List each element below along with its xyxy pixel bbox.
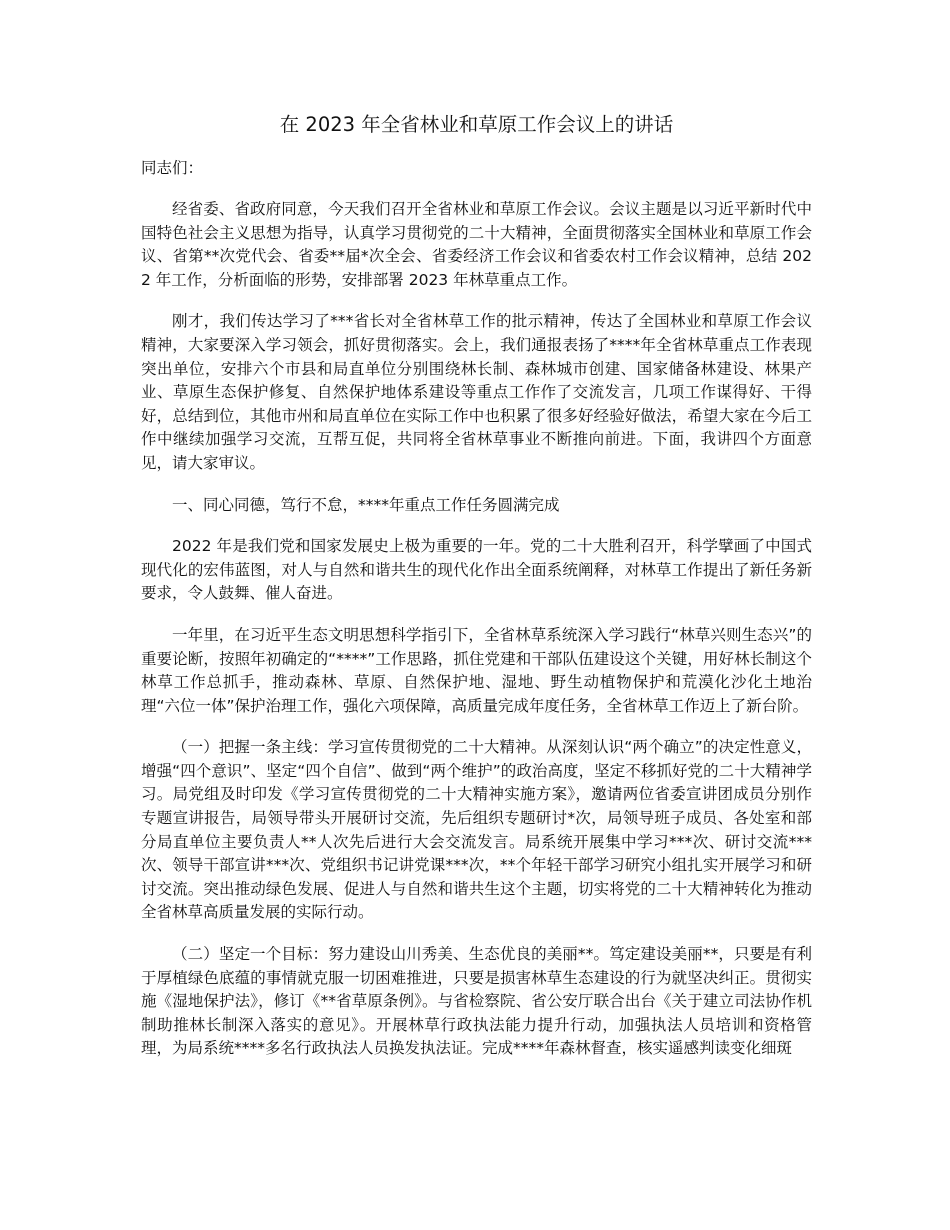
paragraph-achievements: 一年里，在习近平生态文明思想科学指引下，全省林草系统深入学习践行“林草兴则生态兴”的重要论断，按照年初确定的“****”工作思路，抓住党建和干部队伍建设这个关键，用好林长制这个林草工作总抓手，推动森林、草原、自然保护地、湿地、野生动植物保护和荒漠化沙化土地治理“六位一体”保护治理工作，强化六项保障，高质量完成年度任务，全省林草工作迈上了新台阶。 <box>141 625 812 715</box>
document-title: 在 2023 年全省林业和草原工作会议上的讲话 <box>279 113 674 136</box>
paragraph-intro: 经省委、省政府同意，今天我们召开全省林业和草原工作会议。会议主题是以习近平新时代中国特色社会主义思想为指导，认真学习贯彻党的二十大精神，全面贯彻落实全国林业和草原工作会议、省第**次党代会、省委**届*次全会、省委经济工作会议和省委农村工作会议精神，总结 2022 年工作，分析面临的形势，安排部署 2023 年林草重点工作。 <box>141 200 812 289</box>
paragraph-year-review: 2022 年是我们党和国家发展史上极为重要的一年。党的二十大胜利召开，科学擘画了中国式现代化的宏伟蓝图，对人与自然和谐共生的现代化作出全面系统阐释，对林草工作提出了新任务新要求，令人鼓舞、催人奋进。 <box>141 537 812 603</box>
salutation: 同志们： <box>141 159 204 177</box>
section-one-heading: 一、同心同德，笃行不怠，****年重点工作任务圆满完成 <box>172 495 560 514</box>
paragraph-main-line: （一）把握一条主线：学习宣传贯彻党的二十大精神。从深刻认识“两个确立”的决定性意义，增强“四个意识”、坚定“四个自信”、做到“两个维护”的政治高度，坚定不移抓好党的二十大精神学习。局党组及时印发《学习宣传贯彻党的二十大精神实施方案》，邀请两位省委宣讲团成员分别作专题宣讲报告，局领导带头开展研讨交流，先后组织专题研讨*次，局领导班子成员、各处室和部分局直单位主要负责人**人次先后进行大会交流发言。局系统开展集中学习***次、研讨交流***次、领导干部宣讲***次、党组织书记讲党课***次，**个年轻干部学习研究小组扎实开展学习和研讨交流。突出推动绿色发展、促进人与自然和谐共生这个主题，切实将党的二十大精神转化为推动全省林草高质量发展的实际行动。 <box>141 738 812 922</box>
paragraph-goal: （二）坚定一个目标：努力建设山川秀美、生态优良的美丽**。笃定建设美丽**，只要是有利于厚植绿色底蕴的事情就克服一切困难推进，只要是损害林草生态建设的行为就坚决纠正。贯彻实施《湿地保护法》，修订《**省草原条例》。与省检察院、省公安厅联合出台《关于建立司法协作机制助推林长制深入落实的意见》。开展林草行政执法能力提升行动，加强执法人员培训和资格管理，为局系统****多名行政执法人员换发执法证。完成****年森林督查，核实遥感判读变化细斑 <box>141 945 812 1058</box>
paragraph-summary: 刚才，我们传达学习了***省长对全省林草工作的批示精神，传达了全国林业和草原工作会议精神，大家要深入学习领会，抓好贯彻落实。会上，我们通报表扬了****年全省林草重点工作表现突出单位，安排六个市县和局直单位分别围绕林长制、森林城市创建、国家储备林建设、林果产业、草原生态保护修复、自然保护地体系建设等重点工作作了交流发言，几项工作谋得好、干得好，总结到位，其他市州和局直单位在实际工作中也积累了很多好经验好做法，希望大家在今后工作中继续加强学习交流，互帮互促，共同将全省林草事业不断推向前进。下面，我讲四个方面意见，请大家审议。 <box>141 312 812 472</box>
